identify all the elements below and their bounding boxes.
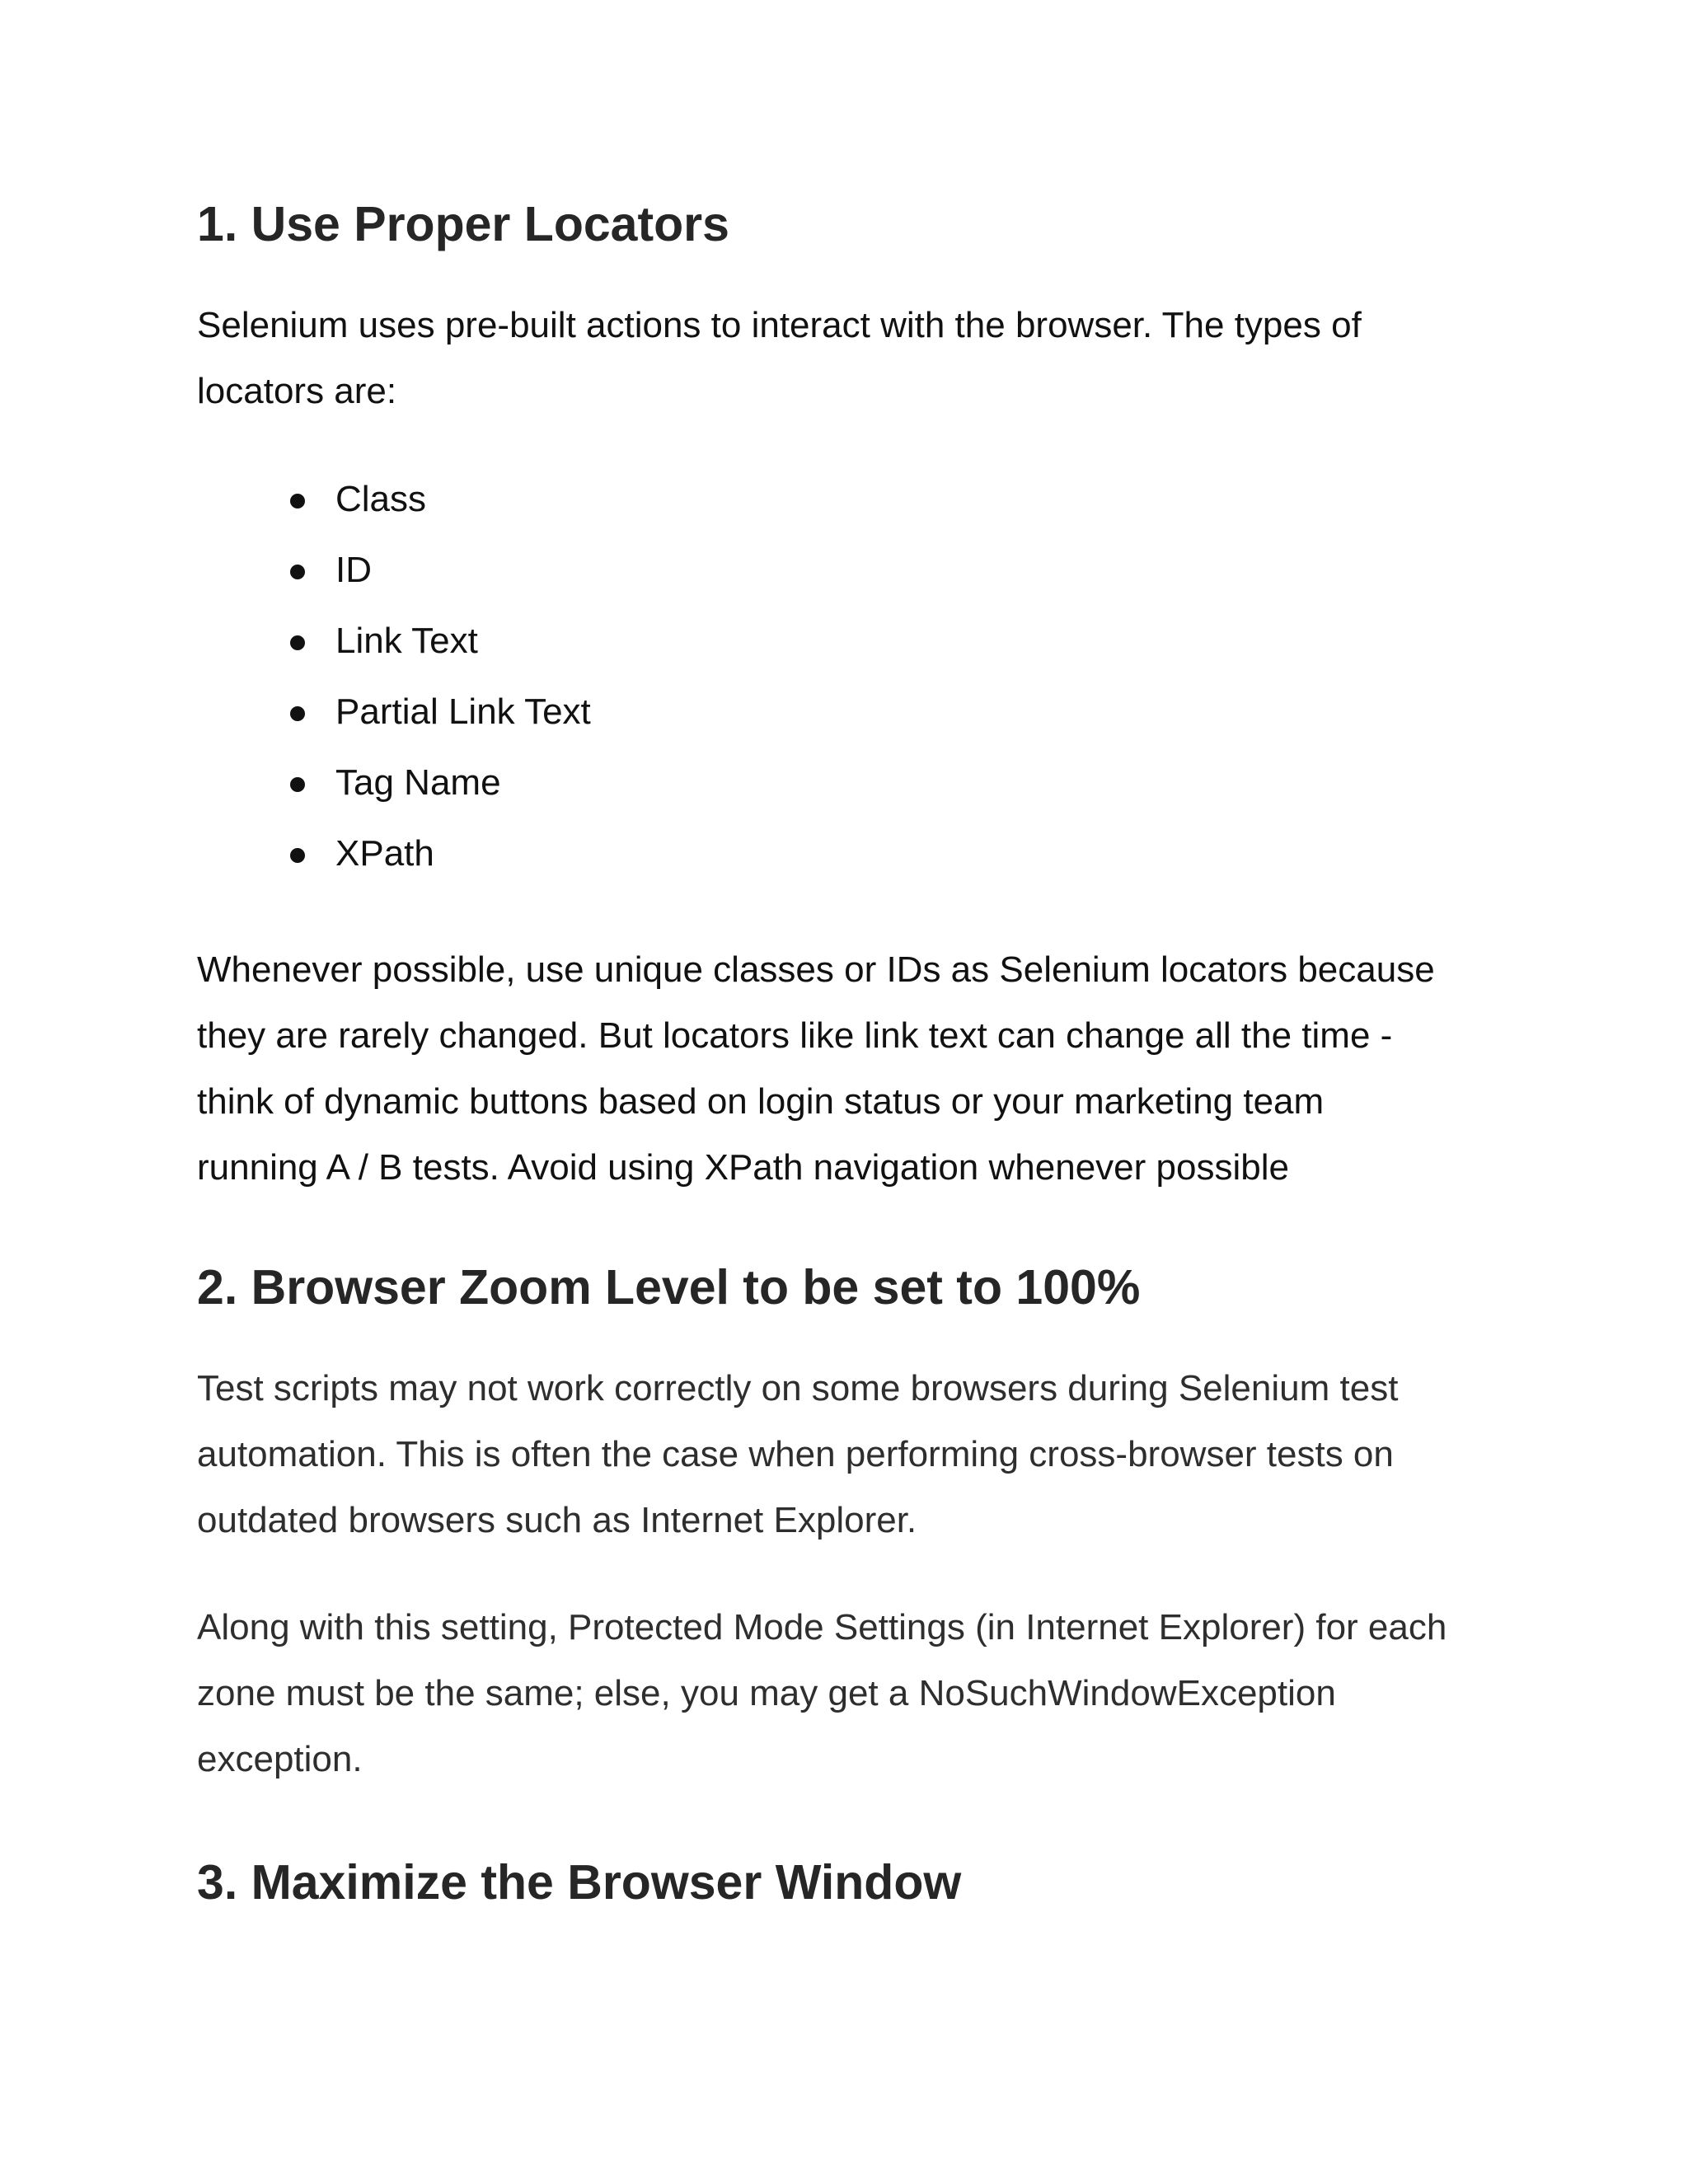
text-line: think of dynamic buttons based on login status or your marketing team bbox=[197, 1081, 1325, 1122]
bullet-icon bbox=[290, 494, 305, 509]
section-3-heading: 3. Maximize the Browser Window bbox=[197, 1855, 962, 1910]
section-1-heading: 1. Use Proper Locators bbox=[197, 197, 729, 251]
list-item-label: Link Text bbox=[335, 621, 478, 661]
text-line: outdated browsers such as Internet Explorer. bbox=[197, 1500, 917, 1540]
list-item-label: ID bbox=[335, 550, 372, 590]
text-line: running A / B tests. Avoid using XPath navigation whenever possible bbox=[197, 1147, 1289, 1188]
text-line: Test scripts may not work correctly on some browsers during Selenium test bbox=[197, 1368, 1399, 1408]
text-line: Selenium uses pre-built actions to interact with the browser. The types of bbox=[197, 305, 1362, 345]
section-1-intro bbox=[197, 293, 1362, 424]
text-line: Whenever possible, use unique classes or IDs as Selenium locators because bbox=[197, 949, 1435, 990]
text-line: exception. bbox=[197, 1739, 363, 1779]
bullet-icon bbox=[290, 565, 305, 579]
text-line: Along with this setting, Protected Mode Settings (in Internet Explorer) for each bbox=[197, 1607, 1447, 1647]
list-item-label: XPath bbox=[335, 833, 434, 874]
bullet-icon bbox=[290, 635, 305, 650]
text-line: they are rarely changed. But locators like link text can change all the time - bbox=[197, 1015, 1393, 1056]
section-1-paragraph bbox=[197, 937, 1435, 1201]
bullet-icon bbox=[290, 777, 305, 792]
list-item-label: Class bbox=[335, 479, 427, 519]
list-item-label: Partial Link Text bbox=[335, 691, 591, 732]
section-2-paragraph-2 bbox=[197, 1595, 1447, 1793]
section-2-paragraph-1 bbox=[197, 1356, 1398, 1554]
bullet-icon bbox=[290, 848, 305, 863]
section-2-heading: 2. Browser Zoom Level to be set to 100% bbox=[197, 1260, 1141, 1315]
bullet-icon bbox=[290, 706, 305, 721]
text-line: locators are: bbox=[197, 371, 397, 411]
list-item-label: Tag Name bbox=[335, 762, 501, 803]
text-line: zone must be the same; else, you may get a NoSuchWindowException bbox=[197, 1673, 1336, 1713]
text-line: automation. This is often the case when performing cross-browser tests on bbox=[197, 1434, 1394, 1474]
